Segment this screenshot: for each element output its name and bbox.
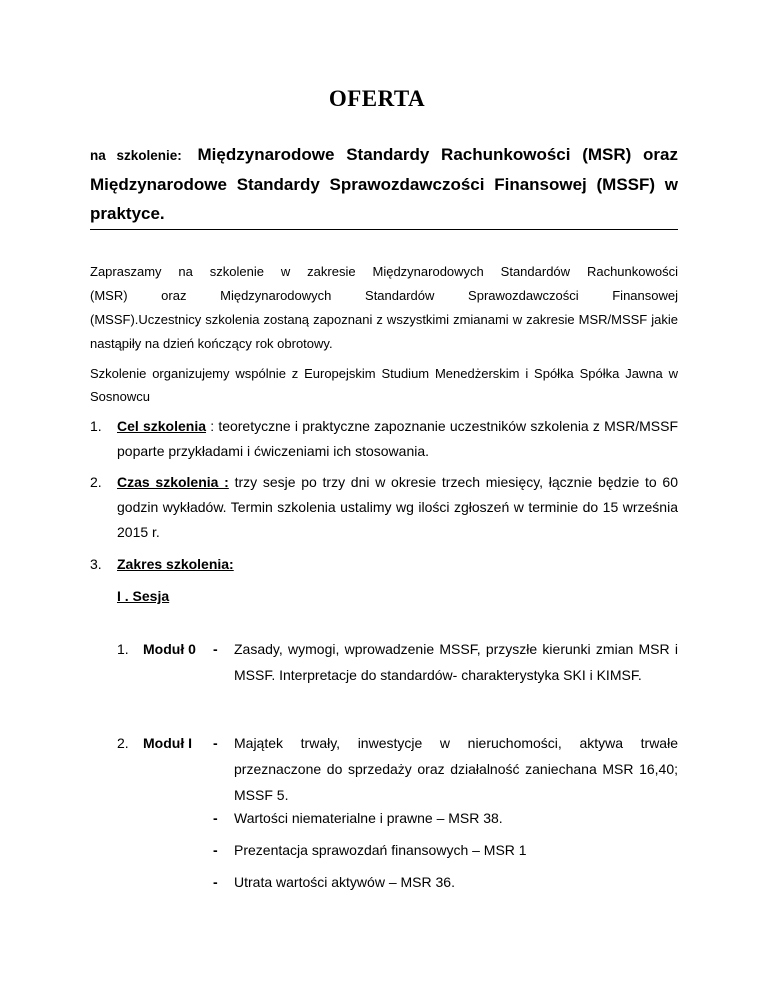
- intro-rest: (MSSF).Uczestnicy szkolenia zostaną zapoznani z wszystkimi zmianami w zakresie MSR/MSSF jakie nastąpiły na dzień kończący rok obrotowy.: [90, 312, 678, 351]
- section-heading: Cel szkolenia: [117, 418, 207, 434]
- module-number: 2.: [117, 735, 129, 751]
- document-title: OFERTA: [328, 86, 426, 111]
- module-number: 1.: [117, 641, 129, 657]
- sub-item-dash: -: [213, 874, 218, 890]
- sub-item-dash: -: [213, 810, 218, 826]
- sub-item-text: Prezentacja sprawozdań finansowych – MSR 1: [234, 842, 527, 858]
- module-name: Moduł I: [143, 735, 192, 751]
- module-dash: -: [213, 735, 218, 751]
- sub-item-dash: -: [213, 842, 218, 858]
- document-page: OFERTA na szkolenie: Międzynarodowe Standardy Rachunkowości (MSR) oraz Międzynarodowe Standardy Sprawozdawczości Finansowej (MSSF) w praktyce. Zapraszamy na szkolenie w zakresie Międzynarodowych Standardów Rachunkowości (MSR) oraz Międzynarodowych Standardów Sprawozdawczości Finansowej (MSSF).Uczestnicy szkolenia zostaną zapoznani z wszystkimi zmianami w zakresie MSR/MSSF jakie nastąpiły na dzień kończący rok obrotowy. Szkolenie organizujemy wspólnie z Europejskim Studium Menedżerskim i Spółka Spółka Jawna w Sosnowcu 1. Cel szkolenia : teoretyczne i praktyczne zapoznanie uczestników szkolenia z MSR/MSSF poparte przykładami i ćwiczeniami ich stosowania. 2. Czas szkolenia : trzy sesje po trzy dni w okresie trzech miesięcy, łącznie będzie to 60 godzin wykładów. Termin szkolenia ustalimy wg ilości zgłoszeń w terminie do 15 września 2015 r. 3. Zakres szkolenia: I . Sesja 1. Moduł 0 - Zasady, wymogi, wprowadzenie MSSF, przyszłe kierunki zmian MSR i MSSF. Interpretacje do standardów- charakterystyka SKI i KIMSF. 2. Moduł I - Majątek trwały, inwestycje w nieruchomości, aktywa trwałe przeznaczone do sprzedaży oraz działalność zaniechana MSR 16,40; MSSF 5. - Wartości niematerialne i prawne – MSR 38. - Prezentacja sprawozdań finansowych – MSR 1 - Utrata wartości aktywów – MSR 36.: [0, 0, 768, 994]
- section-text: teoretyczne i praktyczne zapoznanie uczestników szkolenia z MSR/MSSF poparte przykładami i ćwiczeniami ich stosowania.: [117, 418, 679, 459]
- session-heading: I . Sesja: [117, 588, 170, 604]
- training-subject: [90, 140, 678, 228]
- module-name: Moduł 0: [143, 641, 196, 657]
- section-number: 3.: [90, 556, 102, 572]
- section-heading: Czas szkolenia :: [117, 474, 229, 490]
- organizer-paragraph: Szkolenie organizujemy wspólnie z Europejskim Studium Menedżerskim i Spółka Spółka Jawna w Sosnowcu: [90, 366, 678, 404]
- subject-text: Międzynarodowe Standardy Rachunkowości (MSR) oraz Międzynarodowe Standardy Sprawozdawczości Finansowej (MSSF) w praktyce.: [90, 145, 678, 223]
- intro-line-2: (MSR) oraz Międzynarodowych Standardów Sprawozdawczości Finansowej: [90, 288, 678, 303]
- section-heading: Zakres szkolenia:: [117, 556, 234, 572]
- module-dash: -: [213, 641, 218, 657]
- section-number: 2.: [90, 474, 102, 490]
- intro-line-1: Zapraszamy na szkolenie w zakresie Międzynarodowych Standardów Rachunkowości: [90, 264, 678, 279]
- module-text: Majątek trwały, inwestycje w nieruchomości, aktywa trwałe przeznaczone do sprzedaży oraz działalność zaniechana MSR 16,40; MSSF 5.: [234, 735, 678, 803]
- sub-item-text: Utrata wartości aktywów – MSR 36.: [234, 874, 455, 890]
- intro-paragraph: [90, 260, 678, 356]
- section-number: 1.: [90, 418, 102, 434]
- subject-prefix: na szkolenie:: [90, 148, 182, 163]
- sub-item-text: Wartości niematerialne i prawne – MSR 38.: [234, 810, 503, 826]
- divider-line: [90, 229, 678, 230]
- section-text: trzy sesje po trzy dni w okresie trzech miesięcy, łącznie będzie to 60 godzin wykładów. Termin szkolenia ustalimy wg ilości zgłoszeń w terminie do 15 września 2015 r.: [117, 474, 679, 540]
- module-text: Zasady, wymogi, wprowadzenie MSSF, przyszłe kierunki zmian MSR i MSSF. Interpretacje do standardów- charakterystyka SKI i KIMSF.: [234, 641, 678, 683]
